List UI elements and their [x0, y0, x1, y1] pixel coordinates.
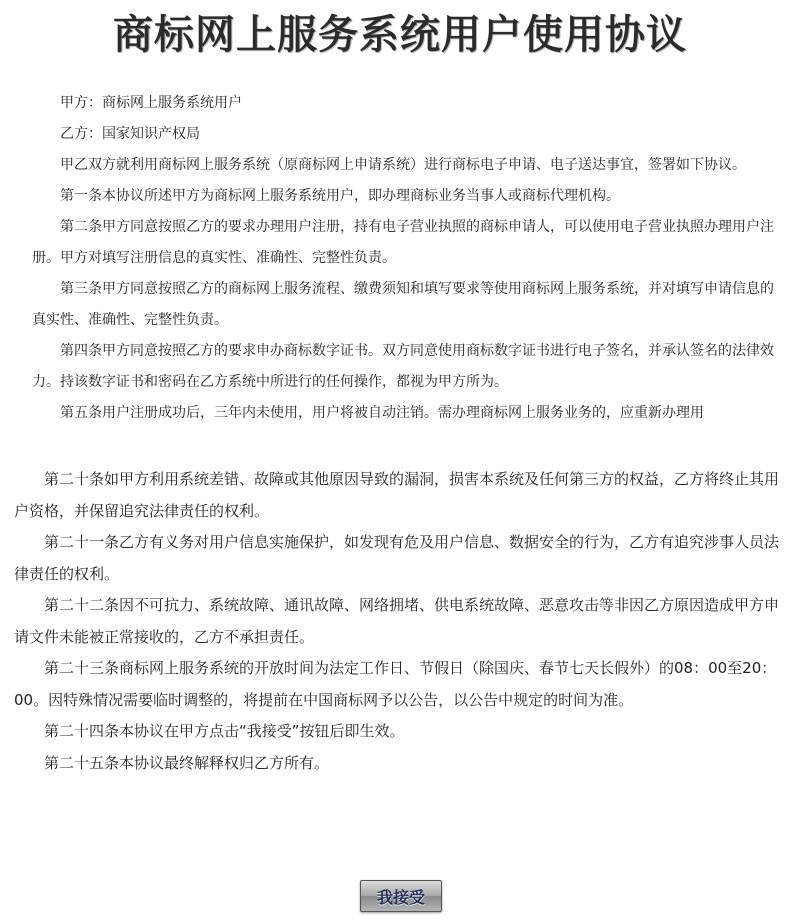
party-b-line: 乙方：国家知识产权局	[60, 126, 200, 142]
agreement-section-2	[14, 464, 784, 779]
clause-23: 第二十三条商标网上服务系统的开放时间为法定工作日、节假日（除国庆、春节七天长假外）的08：00至20：00。因特殊情况需要临时调整的，将提前在中国商标网予以公告，以公告中规定的时间为准。	[14, 659, 777, 709]
clause-1: 第一条本协议所述甲方为商标网上服务系统用户，即办理商标业务当事人或商标代理机构。	[60, 188, 620, 204]
clause-22: 第二十二条因不可抗力、系统故障、通讯故障、网络拥堵、供电系统故障、恶意攻击等非因乙方原因造成甲方申请文件未能被正常接收的，乙方不承担责任。	[14, 596, 780, 646]
page-title: 商标网上服务系统用户使用协议	[113, 12, 687, 58]
clause-2: 第二条甲方同意按照乙方的要求办理用户注册，持有电子营业执照的商标申请人，可以使用电子营业执照办理用户注册。甲方对填写注册信息的真实性、准确性、完整性负责。	[32, 219, 774, 266]
party-a-line: 甲方：商标网上服务系统用户	[60, 95, 242, 111]
agreement-preamble: 甲乙双方就利用商标网上服务系统（原商标网上申请系统）进行商标电子申请、电子送达事宜，签署如下协议。	[60, 157, 746, 173]
clause-24: 第二十四条本协议在甲方点击“我接受”按钮后即生效。	[44, 722, 405, 740]
clause-4: 第四条甲方同意按照乙方的要求申办商标数字证书。双方同意使用商标数字证书进行电子签名，并承认签名的法律效力。持该数字证书和密码在乙方系统中所进行的任何操作，都视为甲方所为。	[32, 343, 774, 390]
clause-21: 第二十一条乙方有义务对用户信息实施保护，如发现有危及用户信息、数据安全的行为，乙方有追究涉事人员法律责任的权利。	[14, 533, 780, 583]
agreement-section-1	[32, 88, 776, 429]
clause-25: 第二十五条本协议最终解释权归乙方所有。	[44, 753, 330, 772]
accept-button[interactable]: 我接受	[360, 880, 442, 912]
clause-20: 第二十条如甲方利用系统差错、故障或其他原因导致的漏洞，损害本系统及任何第三方的权益，乙方将终止其用户资格，并保留追究法律责任的权利。	[14, 470, 780, 520]
clause-3: 第三条甲方同意按照乙方的商标网上服务流程、缴费须知和填写要求等使用商标网上服务系统，并对填写申请信息的真实性、准确性、完整性负责。	[32, 281, 774, 328]
clause-5: 第五条用户注册成功后，三年内未使用，用户将被自动注销。需办理商标网上服务业务的，应重新办理用	[60, 405, 704, 421]
